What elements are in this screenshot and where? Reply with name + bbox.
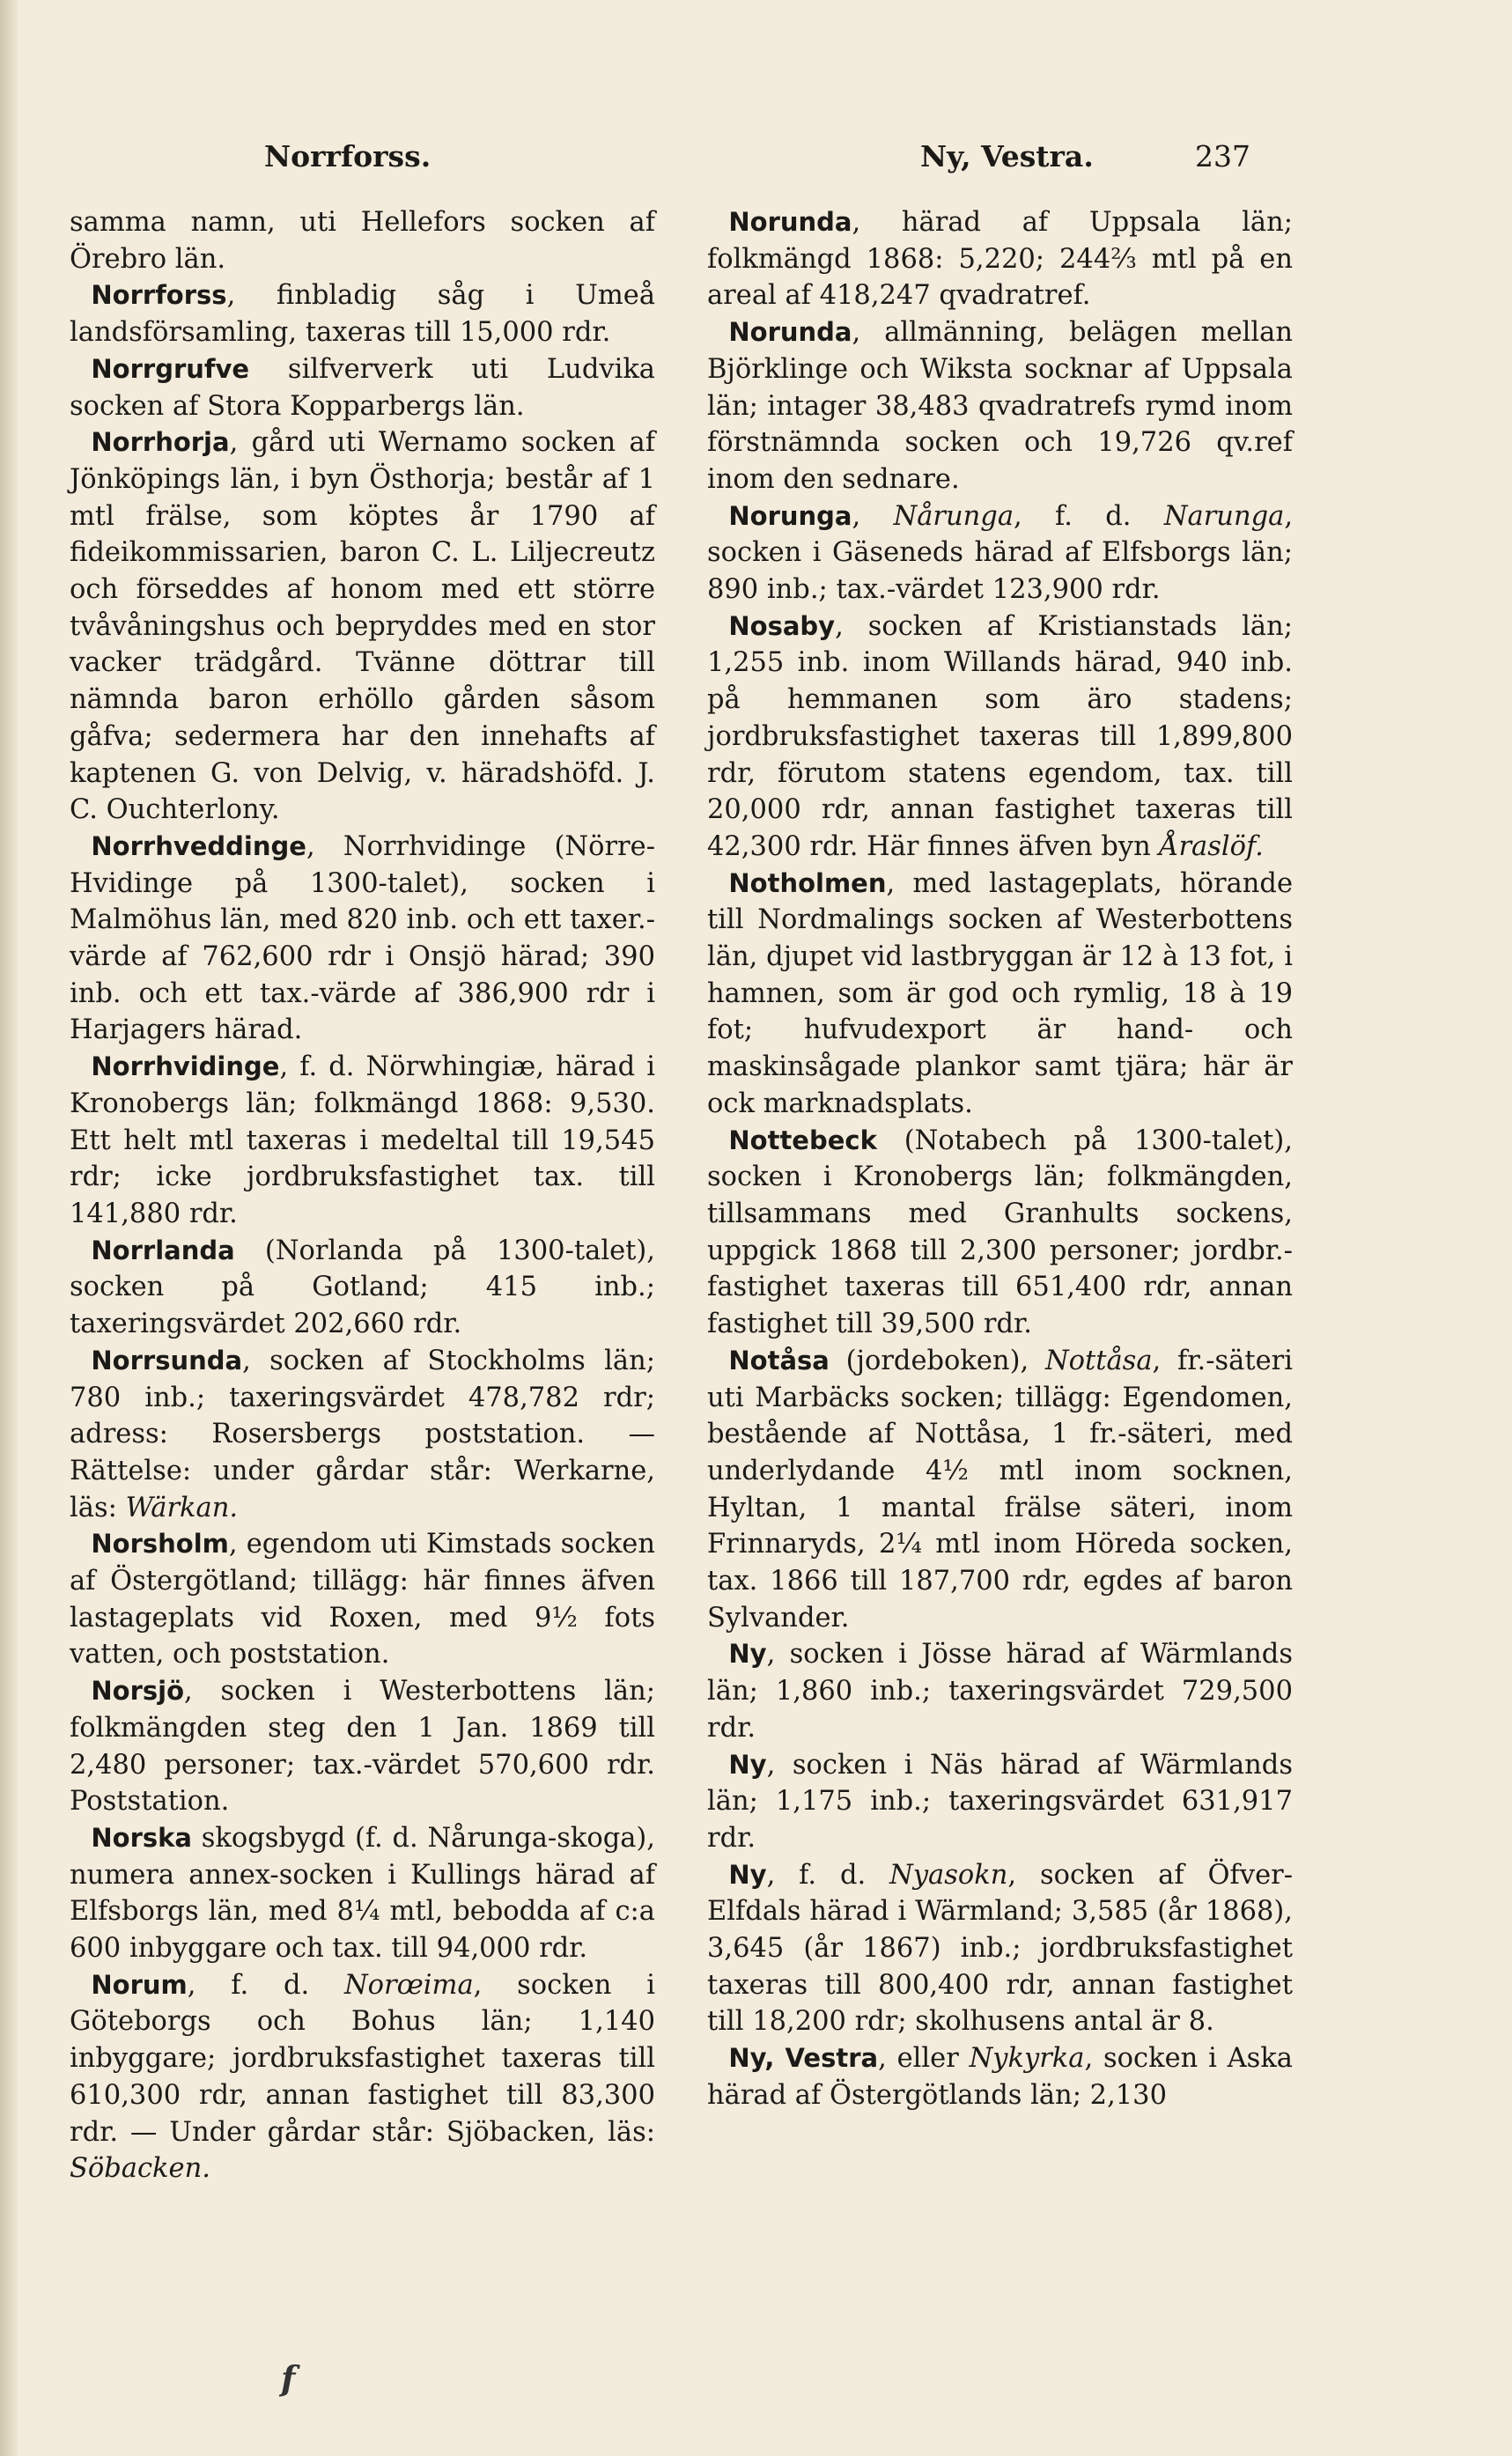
entry-headword: Nosaby	[728, 610, 836, 641]
entry-text: ,	[852, 500, 894, 532]
entry-headword: Nottebeck	[728, 1125, 877, 1155]
entry-text: , socken i Westerbottens län; folkmängden steg den 1 Jan. 1869 till 2,480 personer; tax.-värdet 570,600 rdr. Poststation.	[70, 1676, 655, 1818]
entry-text: , gård uti Wernamo socken af Jönköpings län, i byn Östhorja; består af 1 mtl frälse, som köptes år 1790 af fideikommissarien, baron C. L. Liljecreutz och förseddes af honom med ett större tvåvåningshus och bepryddes med en stor vacker trädgård. Tvänne döttrar till nämnda baron erhöllo gården såsom gåfva; sedermera har den innehafts af kaptenen G. von Delvig, v. häradshöfd. J. C. Ouchterlony.	[70, 427, 655, 826]
page-mark: f	[281, 2358, 296, 2398]
entry-headword: Norrforss	[91, 280, 227, 311]
dictionary-entry	[707, 608, 1293, 866]
entry-text: , fr.-säteri uti Marbäcks socken; tillägg: Egendomen, bestående af Nottåsa, 1 fr.-säteri, med underlydande 4½ mtl inom socknen, Hyltan, 1 mantal frälse säteri, inom Frinnaryds, 2¼ mtl inom Höreda socken, tax. 1866 till 187,700 rdr, egdes af baron Sylvander.	[707, 1345, 1293, 1634]
entry-headword: Ny	[728, 1859, 767, 1890]
entry-headword: Ny	[728, 1639, 767, 1670]
entry-text: , med lastageplats, hörande till Nordmalings socken af Westerbottens län, djupet vid lastbryggan är 12 à 13 fot, i hamnen, som är god och rymlig, 18 à 19 fot; hufvudexport är hand- och maskinsågade plankor samt tjära; här är ock marknadsplats.	[707, 867, 1293, 1119]
entry-text: samma namn, uti Hellefors socken af Örebro län.	[70, 207, 655, 275]
entry-headword: Ny	[728, 1749, 767, 1780]
entry-headword: Ny, Vestra	[728, 2043, 879, 2074]
dictionary-entry	[70, 1820, 655, 1967]
page-number: 237	[1195, 139, 1250, 173]
dictionary-entry	[70, 1233, 655, 1343]
entry-text: , egendom uti Kimstads socken af Östergötland; tillägg: här finnes äfven lastageplats vid Roxen, med 9½ fots vatten, och poststation.	[70, 1529, 655, 1671]
dictionary-entry	[707, 314, 1293, 498]
right-column	[707, 204, 1293, 2114]
dictionary-entry	[707, 204, 1293, 314]
entry-italic-text: Nårunga	[893, 500, 1014, 532]
entry-text: , Norrhvidinge (Nörre-Hvidinge på 1300-talet), socken i Malmöhus län, med 820 inb. och ett taxer.-värde af 762,600 rdr i Onsjö härad; 390 inb. och ett tax.-värde af 386,900 rdr i Harjagers härad.	[70, 830, 655, 1046]
dictionary-entry	[70, 277, 655, 350]
entry-italic-text: Nottåsa	[1044, 1345, 1153, 1376]
entry-text: silfververk uti Ludvika socken af Stora Kopparbergs län.	[70, 353, 655, 422]
entry-text: , socken i Näs härad af Wärmlands län; 1,175 inb.; taxeringsvärdet 631,917 rdr.	[707, 1749, 1293, 1854]
entry-headword: Norrhveddinge	[91, 830, 306, 861]
entry-text: , socken i Aska härad af Östergötlands län; 2,130	[707, 2043, 1293, 2111]
entry-text: , allmänning, belägen mellan Björklinge och Wiksta socknar af Uppsala län; intager 38,483 qvadratrefs rymd inom förstnämnda socken och 19,726 qv.ref inom den sednare.	[707, 317, 1293, 495]
entry-headword: Norunda	[728, 317, 852, 348]
dictionary-entry	[707, 1123, 1293, 1343]
dictionary-entry	[70, 1673, 655, 1820]
entry-text: (Norlanda på 1300-talet), socken på Gotland; 415 inb.; taxeringsvärdet 202,660 rdr.	[70, 1235, 655, 1340]
entry-text: , härad af Uppsala län; folkmängd 1868: 5,220; 244⅔ mtl på en areal af 418,247 qvadratref.	[707, 207, 1293, 312]
entry-headword: Norrgrufve	[91, 353, 250, 384]
entry-headword: Norska	[91, 1822, 193, 1853]
dictionary-entry	[707, 1636, 1293, 1746]
entry-text: , f. d.	[1014, 500, 1164, 532]
entry-text: skogsbygd (f. d. Nårunga-skoga), numera annex-socken i Kullings härad af Elfsborgs län, med 8¼ mtl, bebodda af c:a 600 inbyggare och tax. till 94,000 rdr.	[70, 1822, 655, 1965]
dictionary-entry	[70, 1049, 655, 1233]
entry-italic-text: Narunga	[1163, 500, 1285, 532]
entry-headword: Norsholm	[91, 1529, 229, 1560]
dictionary-entry	[707, 866, 1293, 1123]
entry-italic-text: Söbacken.	[70, 2153, 210, 2185]
dictionary-entry	[707, 1747, 1293, 1857]
entry-text: , f. d. Nörwhingiæ, härad i Kronobergs län; folkmängd 1868: 9,530. Ett helt mtl taxeras i medeltal till 19,545 rdr; icke jordbruksfastighet tax. till 141,880 rdr.	[70, 1051, 655, 1229]
entry-headword: Norrhorja	[91, 427, 230, 458]
entry-italic-text: Nykyrka	[969, 2043, 1085, 2075]
entry-headword: Norrsunda	[91, 1345, 243, 1376]
entry-headword: Norrhvidinge	[91, 1051, 280, 1082]
dictionary-entry	[707, 1857, 1293, 2041]
dictionary-entry	[70, 424, 655, 829]
entry-text: , f. d.	[187, 1969, 344, 2001]
dictionary-entry	[707, 498, 1293, 608]
entry-headword: Norrlanda	[91, 1235, 235, 1265]
entry-text: , finbladig såg i Umeå landsförsamling, taxeras till 15,000 rdr.	[70, 280, 655, 349]
entry-headword: Norunga	[728, 500, 852, 531]
left-column	[70, 204, 655, 2187]
entry-text: , socken i Jösse härad af Wärmlands län; 1,860 inb.; taxeringsvärdet 729,500 rdr.	[707, 1639, 1293, 1744]
entry-text: (Notabech på 1300-talet), socken i Kronobergs län; folkmängden, tillsammans med Granhults sockens, uppgick 1868 till 2,300 personer; jordbr.-fastighet taxeras till 651,400 rdr, annan fastighet till 39,500 rdr.	[707, 1125, 1293, 1340]
page-binding-edge	[0, 0, 18, 2456]
entry-text: , f. d.	[766, 1859, 890, 1891]
entry-italic-text: Norœima	[343, 1969, 474, 2001]
entry-text: , socken i Göteborgs och Bohus län; 1,140 inbyggare; jordbruksfastighet taxeras till 610,300 rdr, annan fastighet till 83,300 rdr. — Under gårdar står: Sjöbacken, läs:	[70, 1969, 655, 2148]
dictionary-entry	[707, 2040, 1293, 2113]
entry-italic-text: Åraslöf.	[1159, 830, 1264, 862]
entry-text: , eller	[878, 2043, 970, 2075]
dictionary-entry	[70, 829, 655, 1049]
entry-text: , socken i Gäseneds härad af Elfsborgs län; 890 inb.; tax.-värdet 123,900 rdr.	[707, 500, 1294, 606]
running-header-right: Ny, Vestra.	[920, 139, 1094, 173]
entry-headword: Norum	[91, 1969, 188, 2000]
entry-headword: Norsjö	[91, 1676, 185, 1707]
dictionary-entry	[70, 1343, 655, 1527]
entry-headword: Notåsa	[728, 1345, 830, 1376]
dictionary-entry	[70, 351, 655, 424]
entry-italic-text: Wärkan.	[125, 1492, 239, 1523]
entry-text: , socken af Stockholms län; 780 inb.; taxeringsvärdet 478,782 rdr; adress: Rosersbergs poststation. — Rättelse: under gårdar står: Werkarne, läs:	[70, 1345, 655, 1523]
dictionary-entry	[707, 1343, 1293, 1637]
running-header-left: Norrforss.	[264, 139, 431, 173]
entry-text: , socken af Öfver-Elfdals härad i Wärmland; 3,585 (år 1868), 3,645 (år 1867) inb.; jordbruksfastighet taxeras till 800,400 rdr, annan fastighet till 18,200 rdr; skolhusens antal är 8.	[707, 1859, 1293, 2038]
dictionary-entry	[70, 204, 655, 277]
entry-headword: Norunda	[728, 207, 852, 237]
entry-italic-text: Nyasokn	[889, 1859, 1008, 1891]
dictionary-entry	[70, 1526, 655, 1673]
entry-text: (jordeboken),	[829, 1345, 1045, 1376]
dictionary-entry	[70, 1967, 655, 2187]
entry-headword: Notholmen	[728, 867, 887, 898]
entry-text: , socken af Kristianstads län; 1,255 inb. inom Willands härad, 940 inb. på hemmanen som äro stadens; jordbruksfastighet taxeras till 1,899,800 rdr, förutom statens egendom, tax. till 20,000 rdr, annan fastighet taxeras till 42,300 rdr. Här finnes äfven byn	[707, 610, 1293, 862]
